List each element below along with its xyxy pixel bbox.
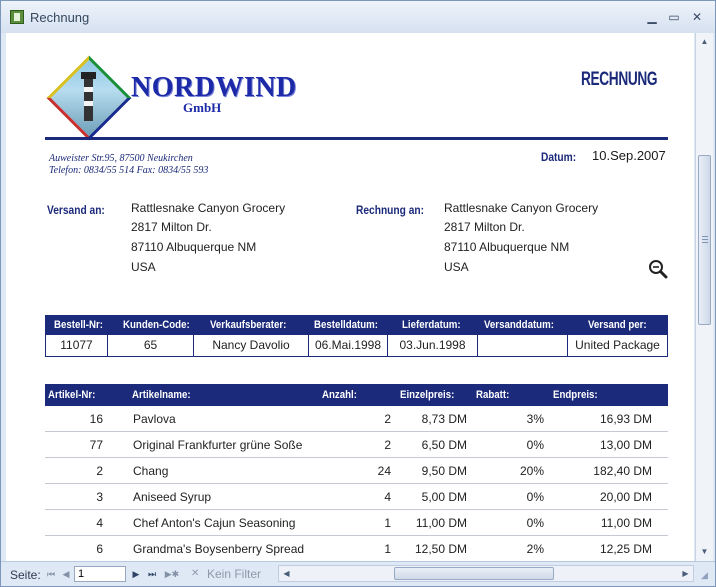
ship-to-country: USA (131, 260, 156, 274)
next-page-icon[interactable]: ▶ (132, 569, 140, 579)
items-header-cell: Einzelpreis: (400, 389, 455, 401)
item-name: Chang (133, 464, 169, 478)
item-discount: 3% (526, 412, 544, 426)
previous-page-icon[interactable]: ◀ (62, 569, 70, 579)
company-phone-fax: Telefon: 0834/55 514 Fax: 0834/55 593 (49, 165, 209, 176)
item-total: 13,00 DM (599, 438, 652, 452)
item-name: Aniseed Syrup (133, 490, 212, 504)
bill-to-label: Rechnung an: (356, 203, 424, 217)
item-quantity: 4 (384, 490, 391, 504)
item-id: 2 (96, 464, 103, 478)
item-total: 12,25 DM (599, 542, 652, 556)
report-page (6, 33, 694, 561)
order-header-cell: Versanddatum: (484, 319, 554, 331)
order-header-row (45, 315, 668, 335)
date-value: 10.Sep.2007 (592, 148, 666, 163)
item-id: 16 (89, 412, 103, 426)
first-page-icon[interactable]: ⏮ (46, 569, 56, 579)
order-header-cell: Versand per: (588, 319, 647, 331)
minimize-button[interactable]: ▁ (647, 10, 657, 24)
delivery-date: 03.Jun.1998 (388, 335, 478, 356)
grip-line (702, 242, 708, 243)
bill-to-city: 87110 Albuquerque NM (444, 240, 570, 254)
item-discount: 0% (526, 490, 544, 504)
no-filter-icon: ✕ (191, 568, 200, 579)
item-row (45, 432, 668, 458)
item-unit-price: 8,73 DM (421, 412, 467, 426)
item-unit-price: 6,50 DM (421, 438, 467, 452)
sales-rep: Nancy Davolio (194, 335, 309, 356)
page-label: Seite: (10, 568, 41, 582)
company-address: Auweister Str.95, 87500 Neukirchen (49, 153, 193, 164)
item-quantity: 2 (384, 412, 391, 426)
item-unit-price: 11,00 DM (415, 516, 467, 530)
item-name: Pavlova (133, 412, 176, 426)
report-app-icon (10, 10, 24, 24)
title-bar[interactable] (1, 1, 715, 33)
customer-code: 65 (108, 335, 194, 356)
horizontal-scroll-thumb[interactable] (394, 567, 554, 580)
grip-line (702, 239, 708, 240)
item-unit-price: 5,00 DM (421, 490, 467, 504)
vertical-scroll-thumb[interactable] (698, 155, 711, 325)
item-quantity: 24 (377, 464, 391, 478)
last-page-icon[interactable]: ⏭ (147, 569, 157, 579)
scroll-down-icon[interactable]: ▼ (700, 547, 709, 556)
company-name: NORDWIND (131, 72, 297, 103)
item-quantity: 1 (384, 516, 391, 530)
zoom-icon[interactable] (648, 259, 668, 279)
order-header-cell: Kunden-Code: (123, 319, 190, 331)
item-discount: 0% (526, 516, 544, 530)
lighthouse-lantern (81, 72, 96, 79)
lighthouse-tower (84, 77, 93, 121)
no-filter-button[interactable]: Kein Filter (207, 567, 262, 581)
bill-to-street: 2817 Milton Dr. (444, 220, 525, 234)
ship-to-city: 87110 Albuquerque NM (131, 240, 257, 254)
order-date: 06.Mai.1998 (309, 335, 388, 356)
item-name: Grandma's Boysenberry Spread (133, 542, 305, 556)
item-total: 11,00 DM (600, 516, 652, 530)
item-total: 16,93 DM (599, 412, 652, 426)
item-id: 4 (96, 516, 103, 530)
item-quantity: 2 (384, 438, 391, 452)
items-header-cell: Endpreis: (553, 389, 598, 401)
close-button[interactable]: ✕ (691, 10, 703, 24)
scroll-up-icon[interactable]: ▲ (700, 37, 709, 46)
item-unit-price: 9,50 DM (421, 464, 467, 478)
window-title: Rechnung (30, 10, 90, 25)
item-id: 77 (89, 438, 103, 452)
date-label: Datum: (541, 150, 577, 164)
items-header-cell: Artikel-Nr: (48, 389, 96, 401)
scroll-left-icon[interactable]: ◀ (283, 569, 290, 578)
record-navigation-bar (1, 561, 715, 586)
lighthouse-stripe (84, 87, 93, 92)
order-header-cell: Lieferdatum: (402, 319, 461, 331)
ship-to-label: Versand an: (47, 203, 105, 217)
ship-to-street: 2817 Milton Dr. (131, 220, 212, 234)
order-data-row (45, 335, 668, 357)
document-title: RECHNUNG (581, 69, 658, 90)
ship-to-name: Rattlesnake Canyon Grocery (131, 201, 286, 215)
grip-line (702, 236, 708, 237)
items-header-row (45, 384, 668, 406)
item-row (45, 536, 668, 561)
items-header-cell: Anzahl: (322, 389, 357, 401)
item-row (45, 484, 668, 510)
item-row (45, 406, 668, 432)
maximize-button[interactable]: ▭ (668, 10, 680, 24)
items-header-cell: Rabatt: (476, 389, 510, 401)
item-id: 6 (96, 542, 103, 556)
ship-date (478, 335, 568, 356)
scroll-right-icon[interactable]: ▶ (682, 569, 689, 578)
item-unit-price: 12,50 DM (414, 542, 467, 556)
item-discount: 0% (526, 438, 544, 452)
bill-to-name: Rattlesnake Canyon Grocery (444, 201, 599, 215)
resize-grip-icon[interactable]: ◢ (701, 570, 708, 580)
vertical-scrollbar[interactable] (695, 33, 713, 561)
company-suffix: GmbH (183, 100, 222, 115)
item-row (45, 458, 668, 484)
item-quantity: 1 (384, 542, 391, 556)
new-record-icon[interactable]: ▶✱ (164, 569, 180, 579)
item-id: 3 (96, 490, 103, 504)
item-name: Chef Anton's Cajun Seasoning (133, 516, 296, 530)
item-discount: 20% (519, 464, 544, 478)
order-number: 11077 (46, 335, 108, 356)
lighthouse-stripe (84, 101, 93, 106)
bill-to-country: USA (444, 260, 469, 274)
ship-via: United Package (575, 338, 660, 352)
order-header-cell: Verkaufsberater: (210, 319, 287, 331)
lighthouse-logo (46, 55, 132, 141)
items-header-cell: Artikelname: (132, 389, 191, 401)
page-number-input[interactable] (74, 566, 126, 582)
item-row (45, 510, 668, 536)
item-total: 20,00 DM (599, 490, 652, 504)
order-header-cell: Bestelldatum: (314, 319, 379, 331)
item-total: 182,40 DM (593, 464, 652, 478)
order-header-cell: Bestell-Nr: (54, 319, 103, 331)
horizontal-scrollbar[interactable] (278, 565, 694, 582)
header-rule (45, 137, 668, 140)
item-discount: 2% (526, 542, 544, 556)
item-name: Original Frankfurter grüne Soße (133, 438, 303, 452)
